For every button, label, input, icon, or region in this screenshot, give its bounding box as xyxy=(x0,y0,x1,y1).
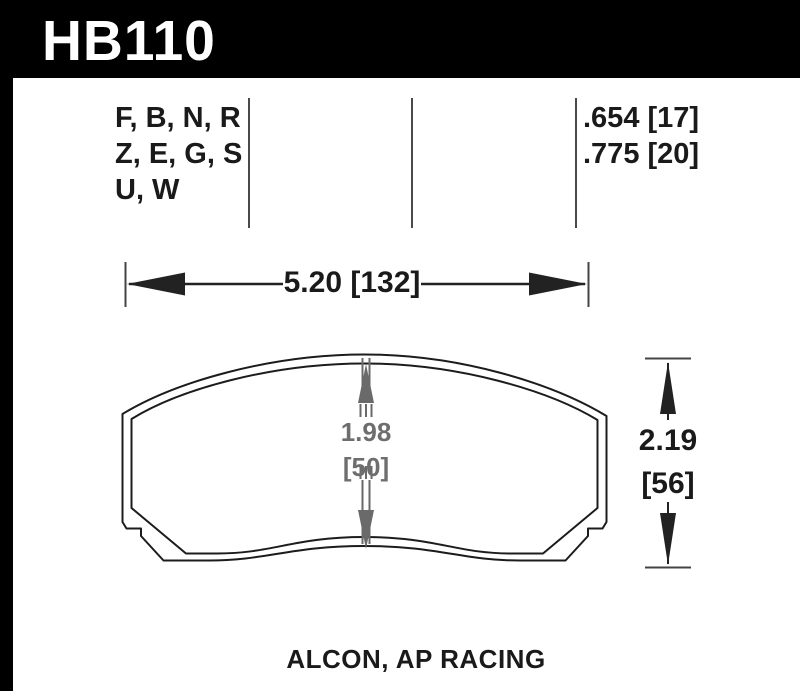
center-inches: 1.98 xyxy=(340,417,392,447)
arrow-down-icon xyxy=(358,510,374,549)
thickness-row: .775 [20] xyxy=(583,138,700,170)
arrow-up-icon xyxy=(358,364,374,403)
application-list: ALCON, AP RACING xyxy=(286,644,546,674)
arrow-left-icon xyxy=(127,273,185,296)
center-thickness-label xyxy=(316,415,416,485)
arrow-up-icon xyxy=(660,362,676,414)
height-dimension-label xyxy=(618,419,718,505)
compound-row: Z, E, G, S xyxy=(115,138,243,170)
arrow-right-icon xyxy=(529,273,587,296)
compound-row: U, W xyxy=(115,174,180,206)
part-number: HB110 xyxy=(42,9,216,73)
width-dimension-label: 5.20 [132] xyxy=(283,266,421,299)
compound-row: F, B, N, R xyxy=(115,102,241,134)
center-mm: [50] xyxy=(342,452,390,482)
height-inches: 2.19 xyxy=(638,424,698,457)
thickness-row: .654 [17] xyxy=(583,102,700,134)
height-mm: [56] xyxy=(641,467,695,500)
arrow-down-icon xyxy=(660,513,676,565)
